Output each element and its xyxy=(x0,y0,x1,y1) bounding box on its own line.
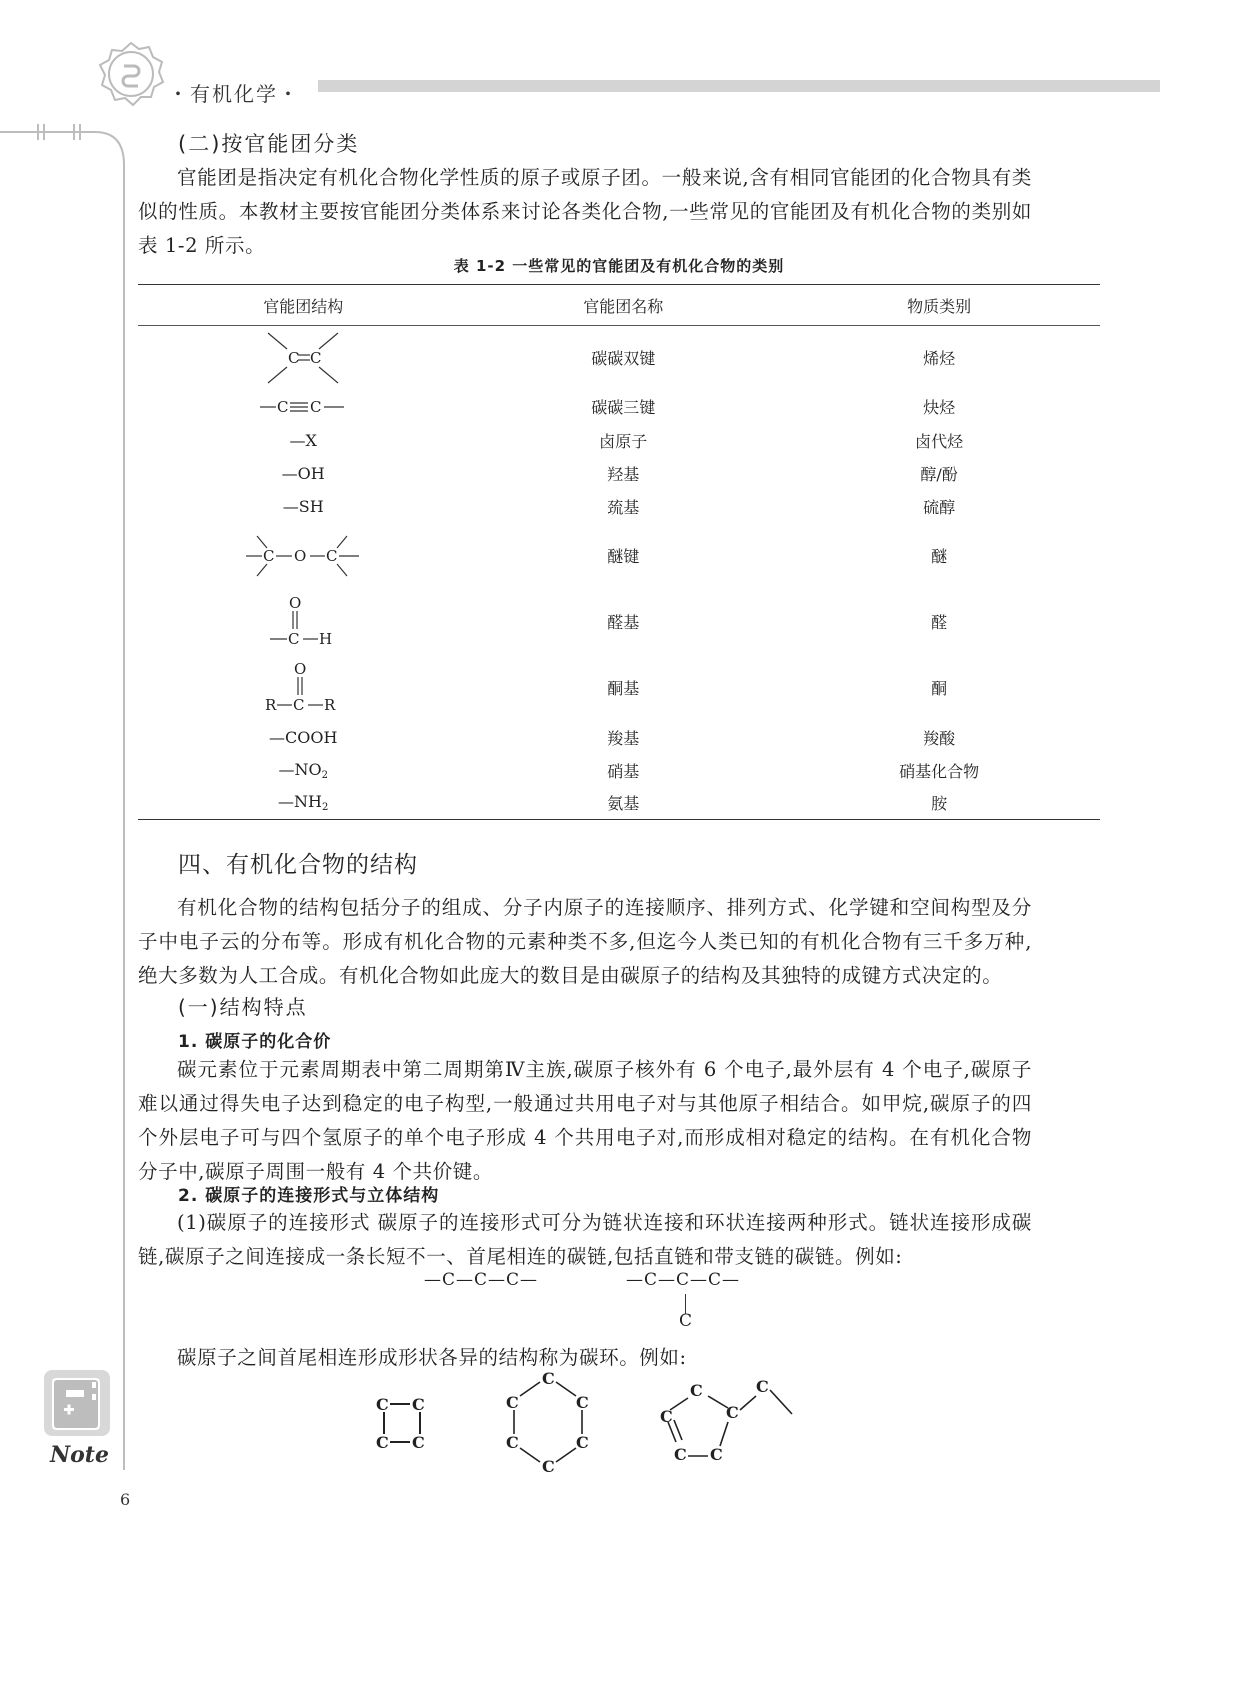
table-caption: 表 1-2 一些常见的官能团及有机化合物的类别 xyxy=(453,257,785,275)
structure-cell xyxy=(138,390,468,424)
name-cell: 巯基 xyxy=(607,497,640,517)
class-cell: 硝基化合物 xyxy=(899,761,980,781)
class-cell: 炔烃 xyxy=(923,398,956,417)
item2-title: 2. 碳原子的连接形式与立体结构 xyxy=(178,1186,440,1206)
svg-text:R: R xyxy=(265,695,277,714)
svg-text:O: O xyxy=(294,660,307,678)
class-cell: 酮 xyxy=(931,679,948,698)
class-cell: 烯烃 xyxy=(923,349,956,369)
table-row xyxy=(138,457,1100,490)
svg-text:O: O xyxy=(294,546,307,565)
svg-text:C: C xyxy=(506,1393,519,1412)
straight-chain-example: —C—C—C— xyxy=(424,1270,539,1290)
svg-text:C: C xyxy=(412,1395,425,1414)
svg-text:C: C xyxy=(263,546,275,565)
item1-text: 碳元素位于元素周期表中第二周期第Ⅳ主族,碳原子核外有 6 个电子,最外层有 4 个电子,碳原子难以通过得失电子达到稳定的电子构型,一般通过共用电子对与其他原子相结合。如甲烷,碳原子的四个外层电子可与四个氢原子的单个电子形成 4 个共用电子对,而形成相对稳定的结构。在有机化合物分子中,碳原子周围一般有 4 个共价键。 xyxy=(138,1058,1032,1183)
svg-text:H: H xyxy=(319,629,333,648)
svg-text:C: C xyxy=(710,1445,723,1464)
svg-text:C: C xyxy=(376,1433,389,1452)
table-header-row xyxy=(138,285,1100,326)
structure-text: —NO xyxy=(278,759,322,779)
left-margin-decoration xyxy=(0,120,130,1490)
table-row xyxy=(138,721,1100,754)
structure-cell xyxy=(138,655,468,721)
structure-subscript: 2 xyxy=(321,769,328,781)
name-cell: 碳碳双键 xyxy=(591,349,656,369)
svg-text:C: C xyxy=(756,1377,769,1396)
note-label: Note xyxy=(50,1442,109,1468)
class-cell: 硫醇 xyxy=(923,497,956,517)
table-header: 物质类别 xyxy=(778,285,1100,326)
item1-title: 1. 碳原子的化合价 xyxy=(178,1032,332,1052)
header-rule xyxy=(318,80,1160,92)
cyclobutane-ring xyxy=(370,1388,430,1458)
section-heading-structure: 四、有机化合物的结构 xyxy=(178,852,418,878)
svg-text:C: C xyxy=(288,629,300,648)
structure-cell xyxy=(138,787,468,820)
class-cell: 胺 xyxy=(778,787,1100,820)
class-cell: 醛 xyxy=(931,613,948,632)
class-cell: 醚 xyxy=(931,547,948,566)
ring-intro-text: 碳原子之间首尾相连形成形状各异的结构称为碳环。例如: xyxy=(177,1346,687,1369)
svg-text:C: C xyxy=(506,1433,519,1452)
functional-group-table xyxy=(138,284,1100,820)
alkyne-structure xyxy=(258,397,348,417)
svg-text:C: C xyxy=(412,1433,425,1452)
svg-text:C: C xyxy=(542,1369,555,1388)
page-number: 6 xyxy=(120,1490,131,1509)
alkene-structure xyxy=(263,329,343,387)
svg-text:C: C xyxy=(288,348,300,367)
header-seal-logo xyxy=(96,40,166,110)
name-cell: 硝基 xyxy=(607,761,640,781)
structure-subscript: 2 xyxy=(321,802,329,814)
name-cell: 羟基 xyxy=(607,464,640,484)
name-cell: 碳碳三键 xyxy=(591,398,656,417)
name-cell: 羧基 xyxy=(607,728,640,748)
svg-text:C: C xyxy=(310,348,322,367)
table-header: 官能团结构 xyxy=(138,285,468,326)
table-row xyxy=(138,523,1100,589)
cyclohexane-ring xyxy=(500,1368,600,1476)
structure-cell: —OH xyxy=(281,463,325,483)
svg-text:C: C xyxy=(576,1393,589,1412)
paragraph-functional-groups: 官能团是指决定有机化合物化学性质的原子或原子团。一般来说,含有相同官能团的化合物具有类似的性质。本教材主要按官能团分类体系来讨论各类化合物,一些常见的官能团及有机化合物的类别如表 1-2 所示。 xyxy=(138,166,1032,257)
table-row xyxy=(138,655,1100,721)
name-cell: 氨基 xyxy=(468,787,778,820)
svg-text:C: C xyxy=(674,1445,687,1464)
subsection-heading-features: (一)结构特点 xyxy=(178,995,308,1019)
table-header: 官能团名称 xyxy=(468,285,778,326)
class-cell: 卤代烃 xyxy=(915,431,964,451)
svg-text:C: C xyxy=(293,695,305,714)
svg-text:C: C xyxy=(326,546,338,565)
svg-text:C: C xyxy=(726,1403,739,1422)
decorative-seal-icon xyxy=(100,43,163,105)
name-cell: 卤原子 xyxy=(599,431,648,451)
branch-atom: C xyxy=(679,1311,693,1331)
class-cell: 羧酸 xyxy=(923,728,956,748)
name-cell: 醛基 xyxy=(607,613,640,632)
svg-text:C: C xyxy=(690,1381,703,1400)
structure-cell xyxy=(138,523,468,589)
running-title: ・有机化学・ xyxy=(168,82,300,106)
cyclopentene-ring xyxy=(656,1376,806,1476)
class-cell: 醇/酚 xyxy=(920,464,958,484)
svg-text:C: C xyxy=(310,397,322,416)
svg-text:C: C xyxy=(542,1457,555,1476)
svg-text:C: C xyxy=(576,1433,589,1452)
ether-structure xyxy=(245,528,361,584)
name-cell: 醚键 xyxy=(607,547,640,566)
structure-cell: —SH xyxy=(282,496,324,516)
structure-cell: —X xyxy=(289,430,317,450)
structure-cell xyxy=(138,326,468,390)
structure-cell: —COOH xyxy=(268,727,338,747)
svg-text:O: O xyxy=(289,594,302,612)
table-row xyxy=(138,490,1100,523)
table-row xyxy=(138,589,1100,655)
svg-text:C: C xyxy=(376,1395,389,1414)
table-row xyxy=(138,754,1100,787)
structure-cell xyxy=(138,754,468,787)
structure-text: —NH xyxy=(278,792,322,812)
table-row xyxy=(138,326,1100,390)
svg-text:C: C xyxy=(277,397,289,416)
svg-text:R: R xyxy=(324,695,336,714)
aldehyde-structure xyxy=(268,595,338,649)
table-row xyxy=(138,390,1100,424)
ketone-structure xyxy=(263,661,343,715)
branched-chain-example: —C—C—C— xyxy=(626,1270,741,1290)
structure-cell xyxy=(138,589,468,655)
table-row xyxy=(138,787,1100,820)
notebook-icon xyxy=(42,1368,112,1438)
table-row xyxy=(138,424,1100,457)
name-cell: 酮基 xyxy=(607,679,640,698)
paragraph-structure: 有机化合物的结构包括分子的组成、分子内原子的连接顺序、排列方式、化学键和空间构型及分子中电子云的分布等。形成有机化合物的元素种类不多,但迄今人类已知的有机化合物有三千多万种,绝大多数为人工合成。有机化合物如此庞大的数目是由碳原子的结构及其独特的成键方式决定的。 xyxy=(138,896,1032,987)
section-heading-functional-groups: (二)按官能团分类 xyxy=(178,132,360,156)
svg-text:C: C xyxy=(660,1407,673,1426)
item2-text: (1)碳原子的连接形式 碳原子的连接形式可分为链状连接和环状连接两种形式。链状连接形成碳链,碳原子之间连接成一条长短不一、首尾相连的碳链,包括直链和带支链的碳链。例如: xyxy=(138,1211,1032,1268)
